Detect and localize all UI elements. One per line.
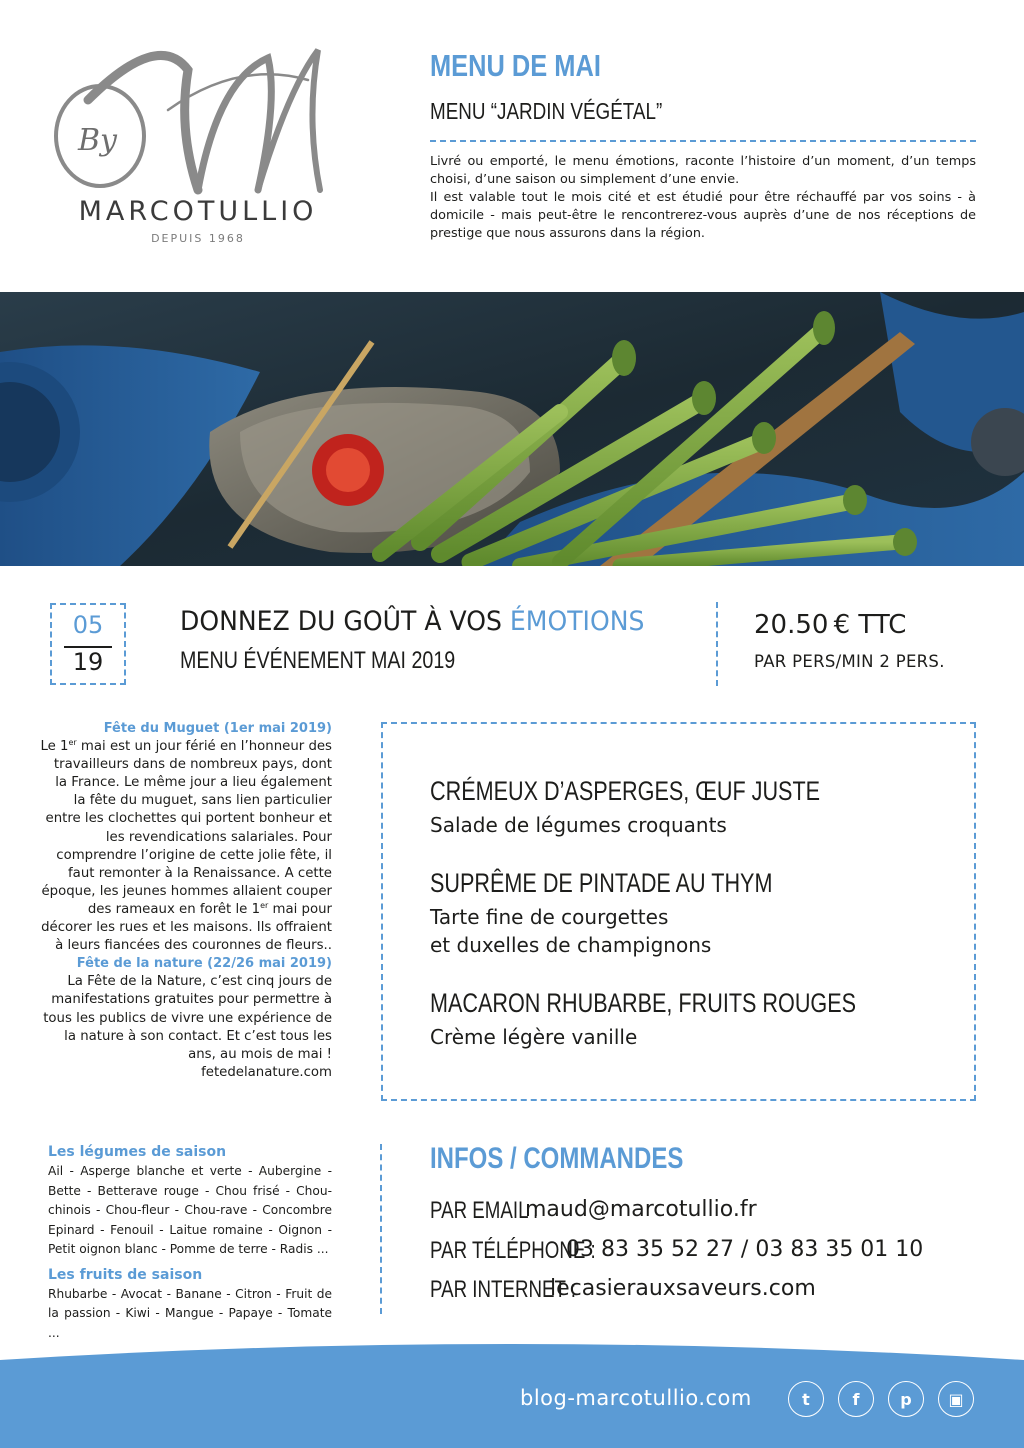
article-nature-text: La Fête de la Nature, c’est cinq jours de manifestations gratuites pour permettre à tous les publics de vivre une expérience de la nature à son contact. Et c’est tous les ans, au mois de mai ! (43, 974, 332, 1062)
course-description: Tarte fine de courgettes (430, 905, 669, 929)
date-year: 19 (72, 648, 104, 676)
facebook-icon[interactable]: f (838, 1381, 874, 1417)
articles-column (40, 720, 332, 1082)
article-muguet-text (40, 738, 332, 955)
phone-number[interactable]: 03 83 35 52 27 / 03 83 35 01 10 (566, 1237, 924, 1262)
contact-email (430, 1196, 757, 1225)
intro-text (430, 153, 976, 243)
event-subtitle: MENU ÉVÉNEMENT MAI 2019 (180, 647, 456, 674)
course-description: Crème légère vanille (430, 1025, 638, 1049)
course-name: CRÉMEUX D’ASPERGES, ŒUF JUSTE (430, 776, 821, 806)
date-badge (50, 603, 126, 685)
date-month: 05 (72, 611, 104, 639)
tagline-highlight: ÉMOTIONS (509, 606, 645, 637)
footer-blog-link[interactable]: blog-marcotullio.com (520, 1386, 752, 1410)
header-divider (430, 140, 976, 142)
tagline-start: DONNEZ DU GOÛT À VOS (180, 606, 510, 637)
price: 20.50 € TTC (754, 610, 907, 640)
muguet-lead: Le 1 (40, 739, 69, 755)
brand-logo (48, 40, 348, 250)
email-label: PAR EMAIL : (430, 1197, 539, 1224)
course-starter (430, 776, 918, 839)
bottom-divider (380, 1144, 382, 1314)
email-link[interactable]: maud@marcotullio.fr (525, 1197, 757, 1222)
muguet-sup: er (68, 738, 77, 748)
fruits-title: Les fruits de saison (48, 1266, 203, 1283)
phone-label: PAR TÉLÉPHONE : (430, 1237, 596, 1264)
article-muguet-title: Fête du Muguet (1er mai 2019) (103, 721, 332, 736)
web-link[interactable]: lecasierauxsaveurs.com (550, 1276, 816, 1301)
vegetables-list: Ail - Asperge blanche et verte - Aubergine - Bette - Betterave rouge - Chou frisé - Chou-chinois - Chou-fleur - Chou-rave - Concombre Epinard - Fenouil - Laitue romaine - Oignon - Petit oignon blanc - Pomme de terre - Radis ... (48, 1164, 332, 1256)
hero-asparagus-photo (0, 292, 1024, 566)
seasonal-produce (48, 1142, 332, 1343)
muguet-text-2: mai pour décorer les rues et les maisons. Ils offraient à leurs fiancées des couronnes de fleurs.. (41, 901, 332, 954)
course-main (430, 868, 858, 959)
muguet-text-1: mai est un jour férié en l’honneur des travailleurs dans de nombreux pays, dont la France. Le même jour a lieu également la fête du muguet, sans lien particulier entre les clochettes qui portent bonheur et les revendications salariales. Pour comprendre l’origine de cette jolie fête, il faut remonter à la Renaissance. A cette époque, les jeunes hommes allaient couper des rameaux en forêt le 1 (41, 739, 332, 917)
contact-title: INFOS / COMMANDES (430, 1142, 684, 1175)
pinterest-icon[interactable]: p (888, 1381, 924, 1417)
twitter-icon[interactable]: t (788, 1381, 824, 1417)
brand-since: DEPUIS 1968 (151, 232, 245, 245)
vegetables-title: Les légumes de saison (48, 1144, 227, 1160)
muguet-sup-2: er (260, 900, 269, 910)
fruits-list: Rhubarbe - Avocat - Banane - Citron - Fruit de la passion - Kiwi - Mangue - Papaye - Tomate ... (48, 1286, 332, 1340)
course-dessert (430, 988, 963, 1051)
article-nature-title: Fête de la nature (22/26 mai 2019) (76, 956, 332, 972)
course-description-2: et duxelles de champignons (430, 933, 712, 957)
menu-courses-box (381, 722, 976, 1101)
instagram-icon[interactable]: ▣ (938, 1381, 974, 1417)
intro-paragraph-2: Il est valable tout le mois cité et est étudié pour être réchauffé par vos soins - à domicile - mais peut-être le rencontrerez-vous auprès d’une de nos réceptions de prestige que nous assurons dans la région. (430, 190, 976, 241)
monogram-logo-icon (48, 40, 348, 200)
course-name: MACARON RHUBARBE, FRUITS ROUGES (430, 988, 857, 1018)
page-subtitle: MENU “JARDIN VÉGÉTAL” (430, 98, 663, 124)
contact-phone (430, 1236, 924, 1265)
brand-name: MARCOTULLIO (78, 196, 318, 227)
svg-text:By: By (78, 123, 117, 158)
page-title: MENU DE MAI (430, 48, 601, 83)
course-name: SUPRÊME DE PINTADE AU THYM (430, 868, 773, 898)
event-tagline (180, 606, 644, 637)
contact-web (430, 1275, 816, 1304)
price-note: PAR PERS/MIN 2 PERS. (754, 652, 945, 671)
course-description: Salade de légumes croquants (430, 813, 727, 837)
article-nature-link[interactable]: fetedelanature.com (201, 1064, 332, 1080)
intro-paragraph-1: Livré ou emporté, le menu émotions, raconte l’histoire d’un moment, d’un temps choisi, d’une saison ou simplement d’une envie. (430, 154, 976, 187)
price-divider (716, 602, 718, 686)
web-label: PAR INTERNET : (430, 1276, 576, 1303)
